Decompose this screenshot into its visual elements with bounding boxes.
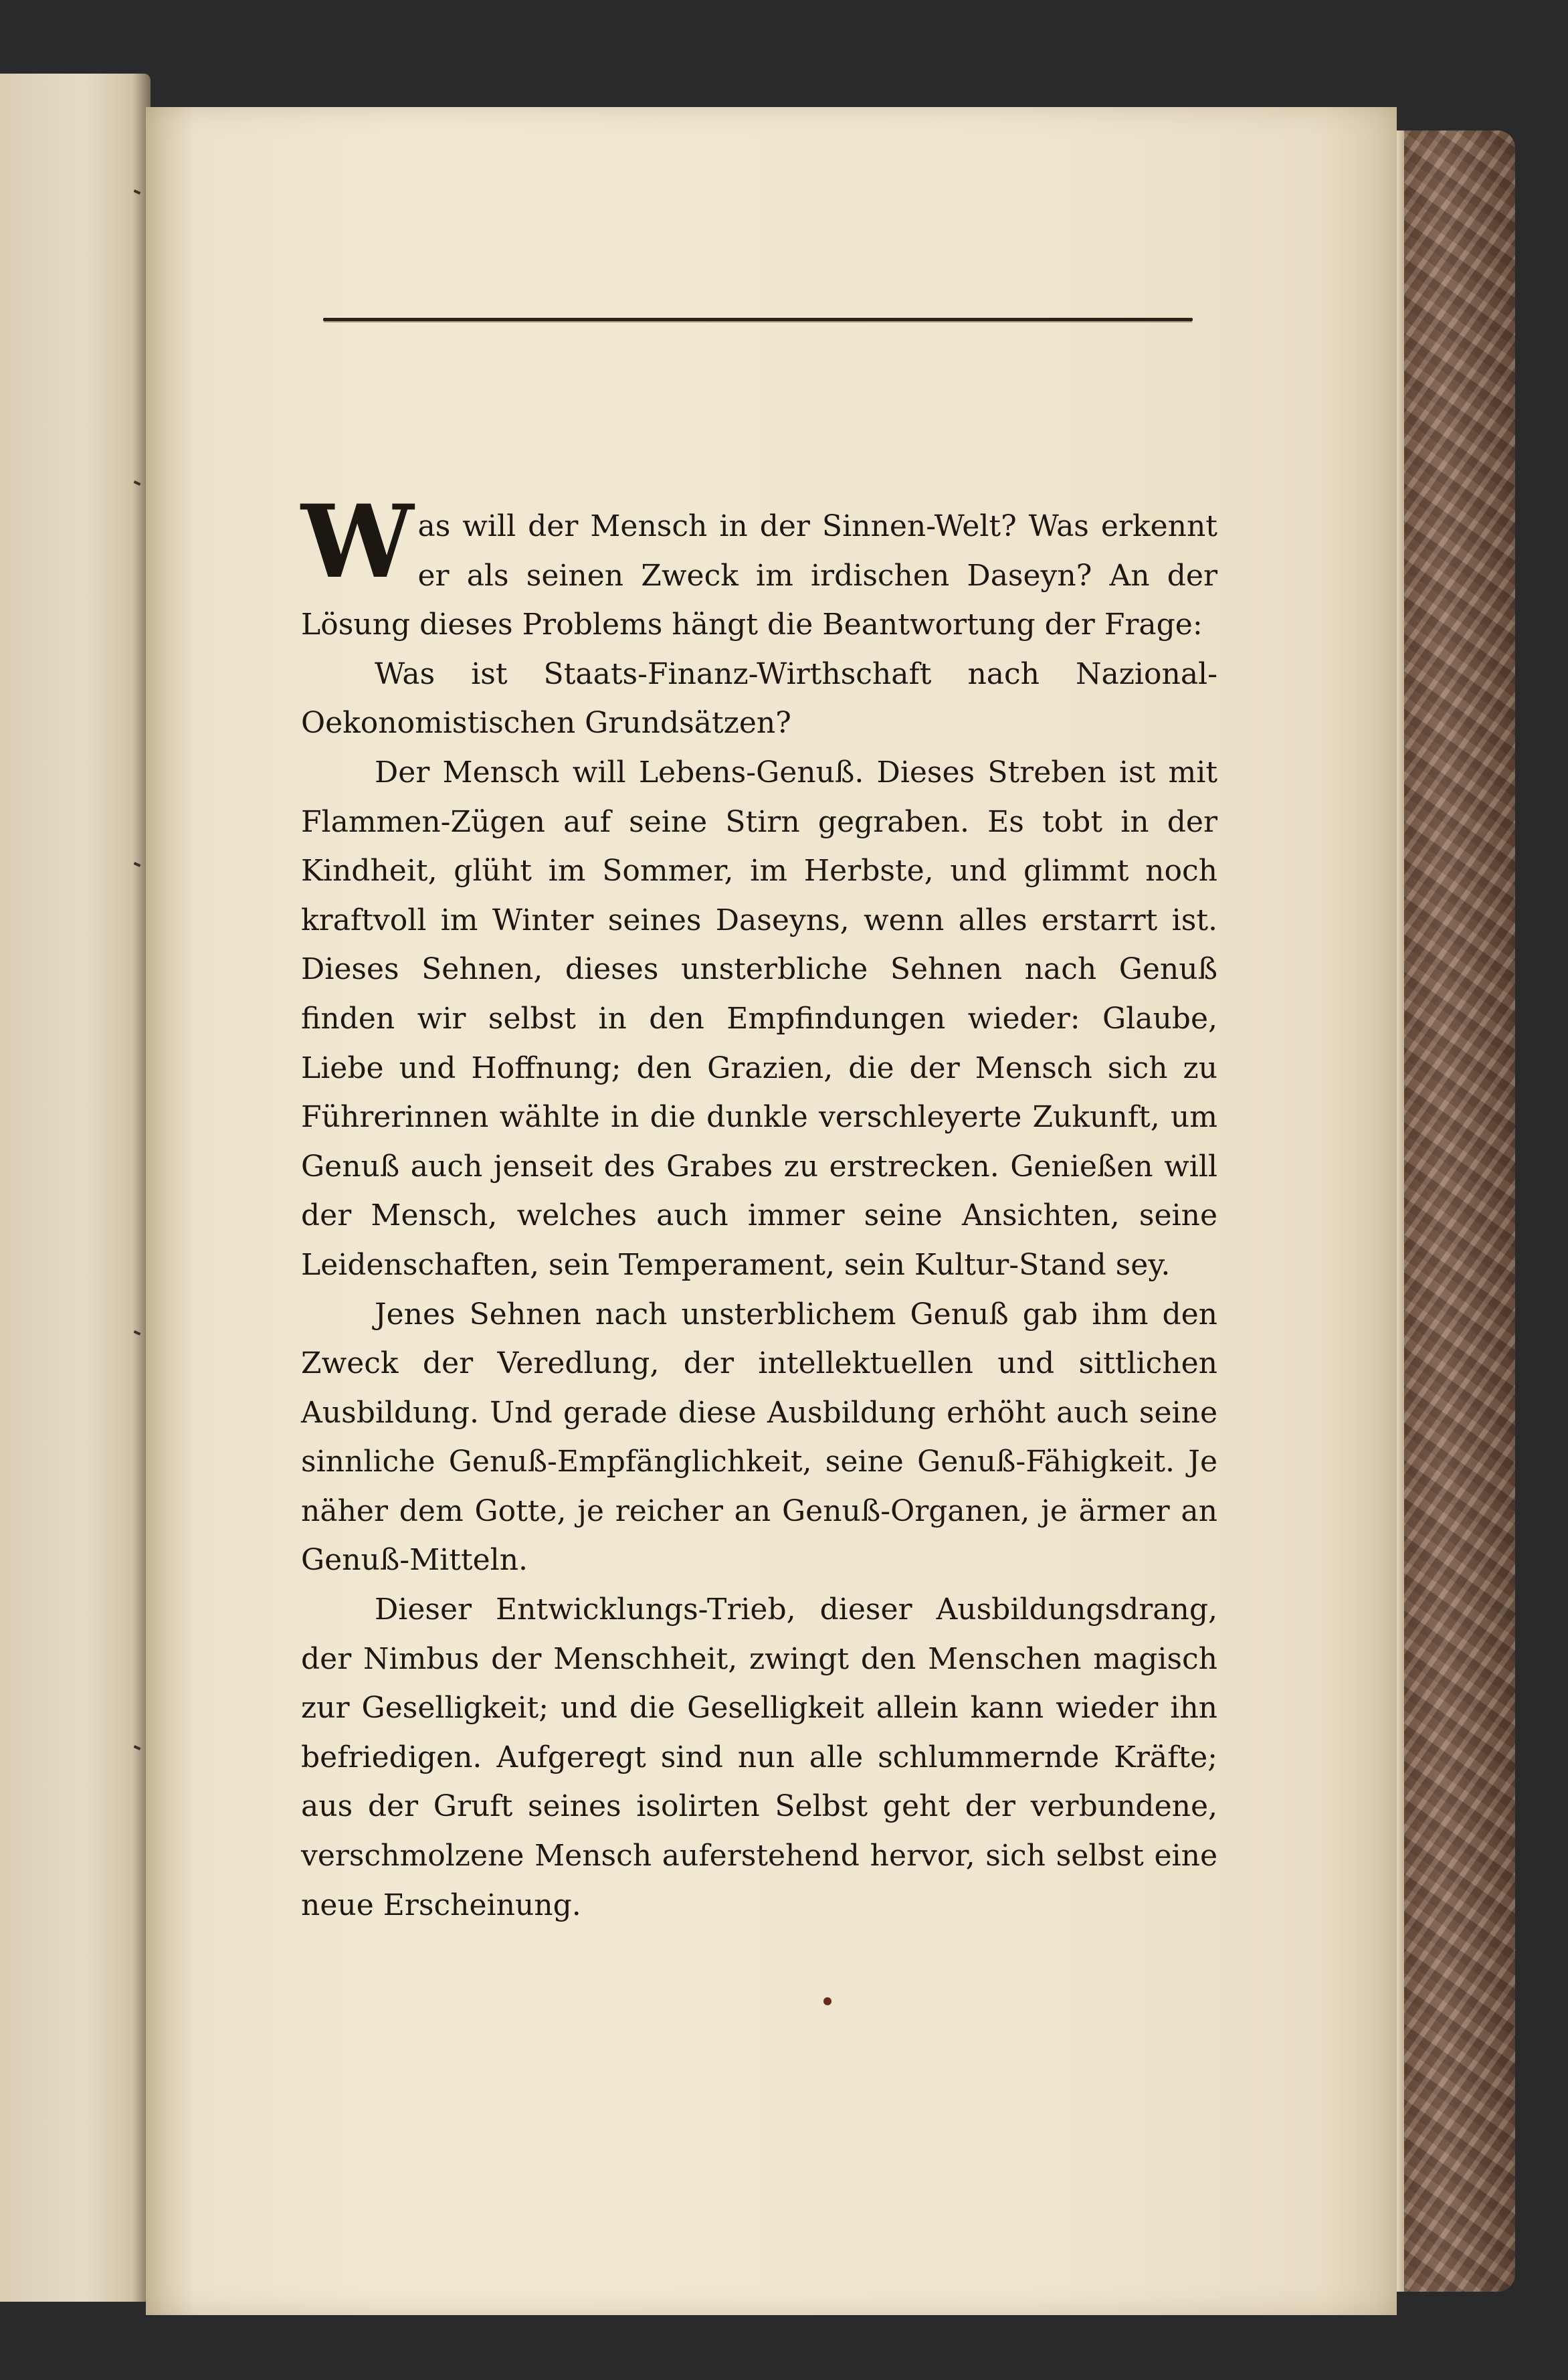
margin-mark xyxy=(134,1745,141,1750)
opening-paragraph xyxy=(301,483,1217,650)
paragraph: Der Mensch will Lebens-Genuß. Dieses Streben ist mit Flammen-Zügen auf seine Stirn gegraben. Es tobt in der Kindheit, glüht im Sommer, im Herbste, und glimmt noch kraftvoll im Winter seines Daseyns, wenn alles erstarrt ist. Dieses Sehnen, dieses unsterbliche Sehnen nach Genuß finden wir selbst in den Empfindungen wieder: Glaube, Liebe und Hoffnung; den Grazien, die der Mensch sich zu Führerinnen wählte in die dunkle verschleyerte Zukunft, um Genuß auch jenseit des Grabes zu erstrecken. Genießen will der Mensch, welches auch immer seine Ansichten, seine Leidenschaften, sein Temperament, sein Kultur-Stand sey. xyxy=(301,755,1217,1282)
ink-spot xyxy=(823,1997,831,2005)
body-text xyxy=(301,483,1217,1930)
margin-mark xyxy=(134,480,141,486)
margin-mark xyxy=(134,1330,141,1336)
paragraph: Dieser Entwicklungs-Trieb, dieser Ausbildungsdrang, der Nimbus der Menschheit, zwingt den Menschen magisch zur Geselligkeit; und die Geselligkeit allein kann wieder ihn befriedigen. Aufgeregt sind nun alle schlummernde Kräfte; aus der Gruft seines isolirten Selbst geht der verbundene, verschmolzene Mensch auferstehend hervor, sich selbst eine neue Erscheinung. xyxy=(301,1592,1217,1922)
drop-cap: W xyxy=(301,483,414,601)
left-page-edge xyxy=(0,74,151,2302)
marbled-cover xyxy=(1395,130,1515,2292)
header-rule xyxy=(323,318,1193,321)
opening-text: as will der Mensch in der Sinnen-Welt? Was erkennt er als seinen Zweck im irdischen Daseyn? An der Lösung dieses Problems hängt die Beantwortung der Frage: xyxy=(301,509,1217,642)
book-page xyxy=(146,107,1397,2315)
margin-mark xyxy=(134,862,141,867)
margin-mark xyxy=(134,189,141,195)
paragraph: Was ist Staats-Finanz-Wirthschaft nach Nazional-Oekonomistischen Grundsätzen? xyxy=(301,656,1217,741)
paragraph: Jenes Sehnen nach unsterblichem Genuß gab ihm den Zweck der Veredlung, der intellektuellen und sittlichen Ausbildung. Und gerade diese Ausbildung erhöht auch seine sinnliche Genuß-Empfänglichkeit, seine Genuß-Fähigkeit. Je näher dem Gotte, je reicher an Genuß-Organen, je ärmer an Genuß-Mitteln. xyxy=(301,1297,1217,1578)
